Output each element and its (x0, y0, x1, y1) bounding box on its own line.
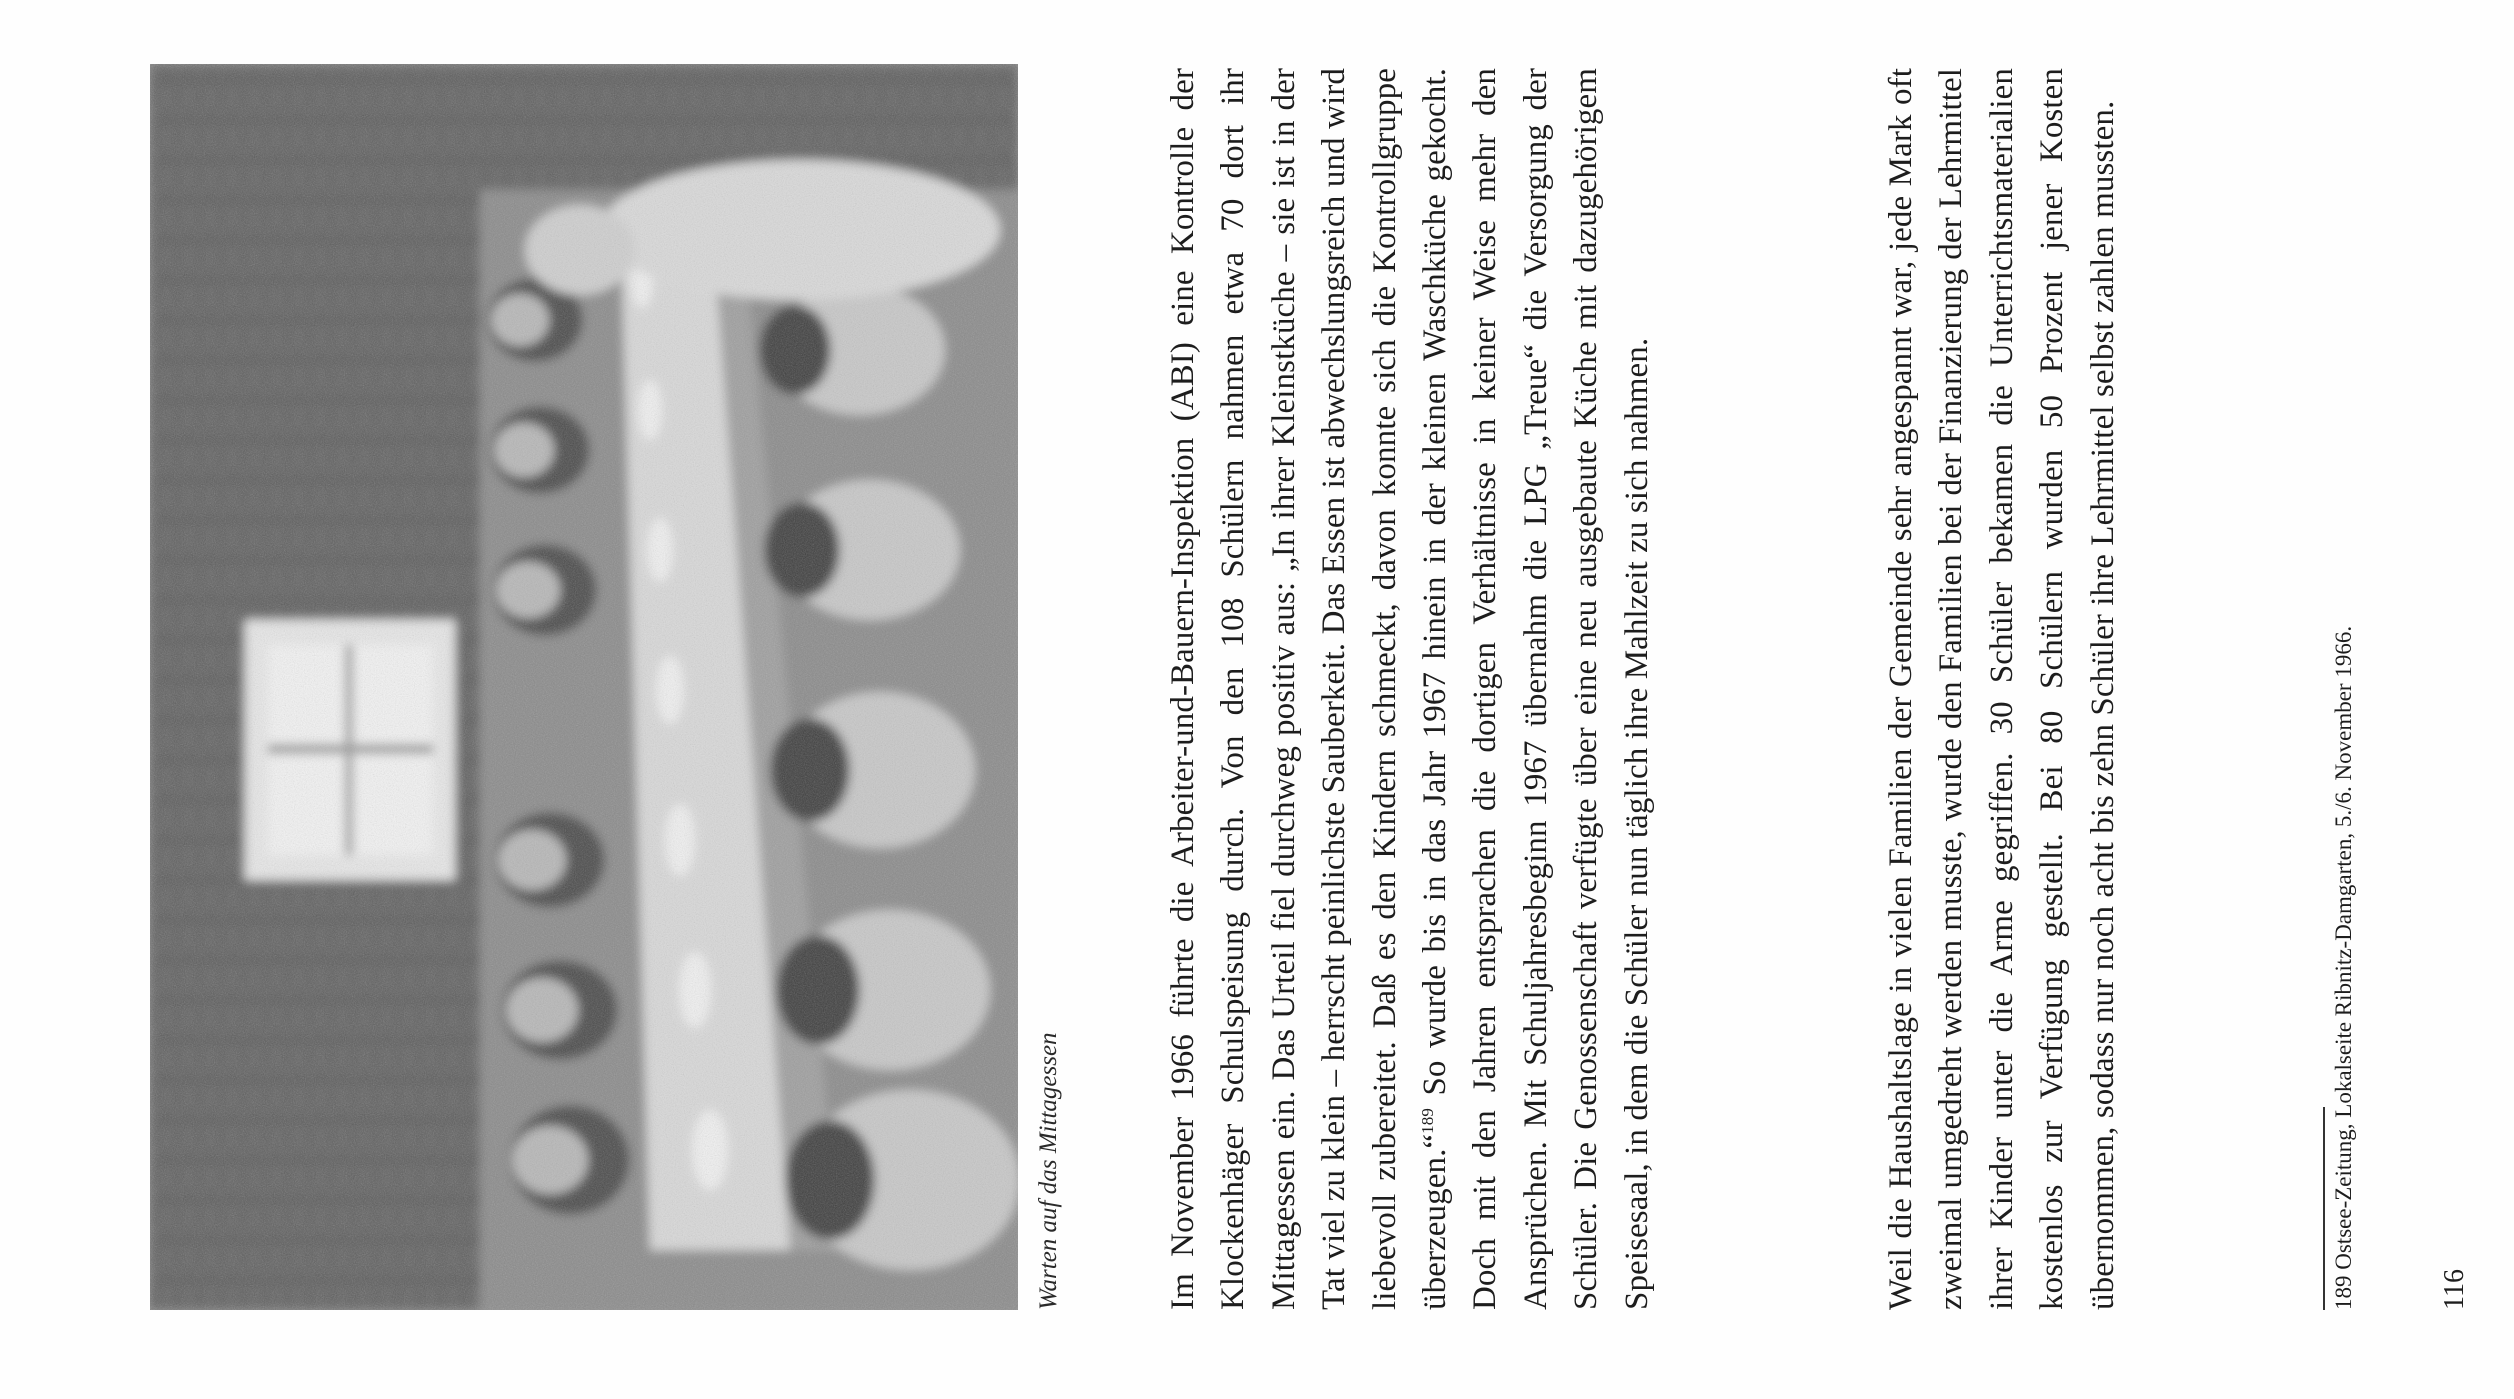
page-number: 116 (2439, 1269, 2470, 1310)
paragraph-2-text: Weil die Haushaltslage in vielen Familien der Gemeinde sehr angespannt war, jede Mark oft zweimal umgedreht werden musste, wurde den Familien bei der Finanzierung der Lehrmittel ihrer Kinder unter die Arme gegriffen. 30 Schüler bekamen die Unterrichtsmaterialien kostenlos zur Verfügung gestellt. Bei 80 Schülern wurden 50 Prozent jener Kosten übernommen, sodass nur noch acht bis zehn Schüler ihre Lehrmittel selbst zahlen mussten. (1883, 68, 2121, 1310)
photo-image (150, 64, 1018, 1310)
photo-caption: Warten auf das Mittagessen (1035, 1032, 1062, 1310)
paragraph-1-text-continued: So wurde bis in das Jahr 1967 hinein in der kleinen Waschküche gekocht. Doch mit den Jahren entsprachen die dortigen Verhältnisse in keiner Weise mehr den Ansprüchen. Mit Schuljahresbeginn 1967 übernahm die LPG „Treue“ die Versorgung der Schüler. Die Genossenschaft verfügte über eine neu ausgebaute Küche mit dazugehörigem Speisesaal, in dem die Schüler nun täglich ihre Mahlzeit zu sich nahmen. (1417, 68, 1655, 1310)
paragraph-1-text: Im November 1966 führte die Arbeiter-und-Bauern-Inspektion (ABI) eine Kontrolle der Klockenhäger Schulspeisung durch. Von den 108 Schülern nahmen etwa 70 dort ihr Mittagessen ein. Das Urteil fiel durchweg positiv aus: „In ihrer Kleinstküche – sie ist in der Tat viel zu klein – herrscht peinlichste Sauberkeit. Das Essen ist abwechslungsreich und wird liebevoll zubereitet. Daß es den Kindern schmeckt, davon konnte sich die Kontrollgruppe überzeugen.“ (1165, 68, 1454, 1310)
footnote: 189 Ostsee-Zeitung, Lokalseite Ribnitz-Damgarten, 5./6. November 1966. (2331, 625, 2356, 1310)
footnote-reference: 189 (1418, 1108, 1438, 1134)
photo-school-lunch (150, 64, 1018, 1310)
body-paragraph-2 (1876, 68, 2128, 1310)
footnote-divider (2323, 1107, 2325, 1310)
body-paragraph-1 (1158, 68, 1662, 1310)
